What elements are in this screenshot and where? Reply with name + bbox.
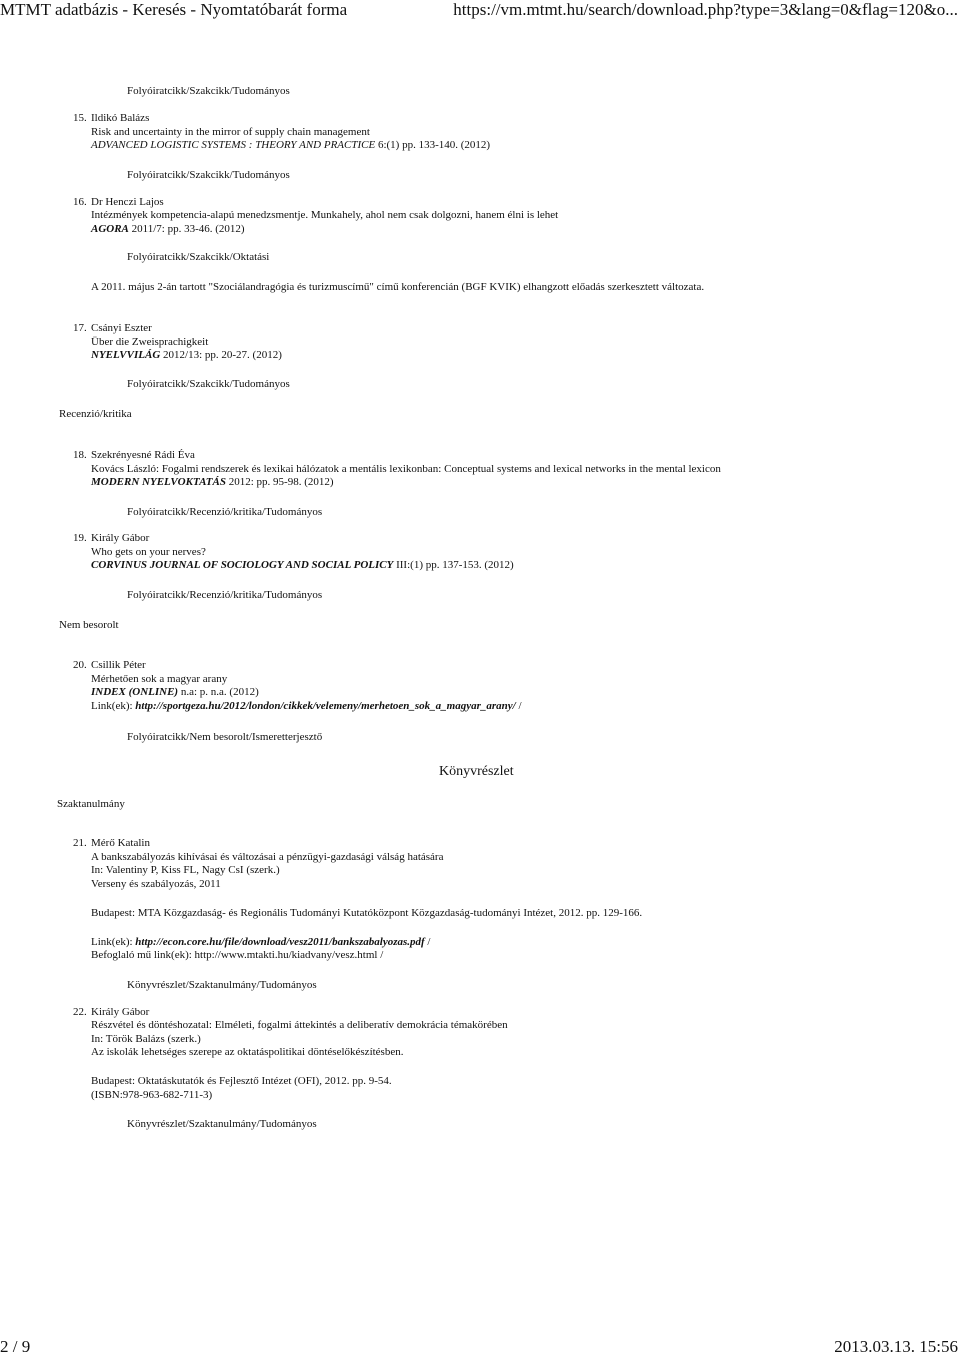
entry-citation: 2011/7: pp. 33-46. (2012) bbox=[128, 223, 245, 235]
entry-source-line bbox=[91, 686, 259, 699]
entry-link-line bbox=[91, 700, 522, 713]
section-heading: Recenzió/kritika bbox=[59, 408, 132, 420]
entry-source-line bbox=[91, 476, 334, 489]
entry-journal: MODERN NYELVOKTATÁS bbox=[91, 476, 226, 488]
print-datetime: 2013.03.13. 15:56 bbox=[834, 1337, 958, 1356]
entry-citation: n.a: p. n.a. (2012) bbox=[178, 686, 259, 698]
entry-number: 22. bbox=[73, 1006, 87, 1018]
entry-category: Folyóiratcikk/Recenzió/kritika/Tudományos bbox=[127, 506, 323, 518]
entry-note: A 2011. május 2-án tartott "Szociálandragógia és turizmuscímű" című konferencián (BGF KVIK) elhangzott előadás szerkesztett változata. bbox=[91, 281, 705, 293]
entry-author: Szekrényesné Rádi Éva bbox=[91, 449, 195, 461]
entry-category: Folyóiratcikk/Szakcikk/Tudományos bbox=[127, 378, 290, 390]
entry-link-line bbox=[91, 936, 430, 949]
entry-category: Folyóiratcikk/Nem besorolt/Ismeretterjesztő bbox=[127, 731, 323, 743]
entry-container-link[interactable]: Befoglaló mű link(ek): http://www.mtakti.hu/kiadvany/vesz.html / bbox=[91, 949, 384, 961]
entry-author: Dr Henczi Lajos bbox=[91, 196, 164, 208]
entry-editors: In: Török Balázs (szerk.) bbox=[91, 1033, 201, 1045]
entry-source-line bbox=[91, 139, 490, 152]
page-counter: 2 / 9 bbox=[0, 1337, 31, 1356]
entry-journal: AGORA bbox=[91, 223, 129, 235]
entry-source-line bbox=[91, 349, 282, 362]
entry-isbn: (ISBN:978-963-682-711-3) bbox=[91, 1089, 213, 1101]
entry-source-line bbox=[91, 223, 245, 236]
link-tail: / bbox=[515, 700, 522, 712]
section-heading-large: Könyvrészlet bbox=[439, 764, 514, 779]
entry-category: Folyóiratcikk/Szakcikk/Tudományos bbox=[127, 85, 290, 97]
page-url: https://vm.mtmt.hu/search/download.php?type=3&lang=0&flag=120&o... bbox=[453, 0, 958, 19]
entry-author: Király Gábor bbox=[91, 1006, 150, 1018]
entry-journal: ADVANCED LOGISTIC SYSTEMS : THEORY AND PRACTICE bbox=[91, 139, 376, 151]
entry-title: Über die Zweisprachigkeit bbox=[91, 336, 209, 348]
entry-title: Kovács László: Fogalmi rendszerek és lexikai hálózatok a mentális lexikonban: Conceptual systems and lexical networks in the mental lexicon bbox=[91, 463, 721, 475]
entry-editors: In: Valentiny P, Kiss FL, Nagy CsI (szerk.) bbox=[91, 864, 280, 876]
entry-category: Könyvrészlet/Szaktanulmány/Tudományos bbox=[127, 979, 317, 991]
entry-title: Risk and uncertainty in the mirror of supply chain management bbox=[91, 126, 370, 138]
entry-number: 20. bbox=[73, 659, 87, 671]
entry-link[interactable]: http://sportgeza.hu/2012/london/cikkek/velemeny/merhetoen_sok_a_magyar_arany/ bbox=[135, 700, 516, 712]
entry-number: 17. bbox=[73, 322, 87, 334]
entry-category: Folyóiratcikk/Szakcikk/Tudományos bbox=[127, 169, 290, 181]
entry-number: 21. bbox=[73, 837, 87, 849]
entry-author: Csányi Eszter bbox=[91, 322, 152, 334]
entry-author: Király Gábor bbox=[91, 532, 150, 544]
entry-title: Who gets on your nerves? bbox=[91, 546, 206, 558]
entry-journal: INDEX (ONLINE) bbox=[91, 686, 179, 698]
entry-title: Részvétel és döntéshozatal: Elméleti, fogalmi áttekintés a deliberatív demokrácia témakörében bbox=[91, 1019, 508, 1031]
entry-number: 15. bbox=[73, 112, 87, 124]
link-label: Link(ek): bbox=[91, 700, 136, 712]
entry-link[interactable]: http://econ.core.hu/file/download/vesz2011/bankszabalyozas.pdf bbox=[135, 936, 425, 948]
entry-citation: III:(1) pp. 137-153. (2012) bbox=[393, 559, 514, 571]
entry-publisher: Budapest: Oktatáskutatók és Fejlesztő Intézet (OFI), 2012. pp. 9-54. bbox=[91, 1075, 392, 1087]
entry-author: Mérő Katalin bbox=[91, 837, 150, 849]
section-heading: Szaktanulmány bbox=[57, 798, 125, 810]
entry-category: Folyóiratcikk/Szakcikk/Oktatási bbox=[127, 251, 270, 263]
entry-title: A bankszabályozás kihívásai és változásai a pénzügyi-gazdasági válság hatására bbox=[91, 851, 444, 863]
section-heading: Nem besorolt bbox=[59, 619, 119, 631]
entry-number: 18. bbox=[73, 449, 87, 461]
entry-number: 16. bbox=[73, 196, 87, 208]
entry-publisher: Budapest: MTA Közgazdaság- és Regionális Tudományi Kutatóközpont Közgazdaság-tudományi Intézet, 2012. pp. 129-166. bbox=[91, 907, 643, 919]
link-label: Link(ek): bbox=[91, 936, 136, 948]
entry-category: Könyvrészlet/Szaktanulmány/Tudományos bbox=[127, 1118, 317, 1130]
entry-book: Verseny és szabályozás, 2011 bbox=[91, 878, 221, 890]
entry-author: Csillik Péter bbox=[91, 659, 146, 671]
entry-author: Ildikó Balázs bbox=[91, 112, 150, 124]
entry-source-line bbox=[91, 559, 514, 572]
entry-citation: 2012: pp. 95-98. (2012) bbox=[225, 476, 334, 488]
entry-citation: 6:(1) pp. 133-140. (2012) bbox=[375, 139, 491, 151]
entry-journal: NYELVVILÁG bbox=[91, 349, 161, 361]
page-title: MTMT adatbázis - Keresés - Nyomtatóbarát forma bbox=[0, 0, 348, 19]
entry-citation: 2012/13: pp. 20-27. (2012) bbox=[160, 349, 282, 361]
entry-title: Mérhetően sok a magyar arany bbox=[91, 673, 228, 685]
entry-title: Intézmények kompetencia-alapú menedzsmentje. Munkahely, ahol nem csak dolgozni, hanem élni is lehet bbox=[91, 209, 559, 221]
link-tail: / bbox=[424, 936, 431, 948]
entry-category: Folyóiratcikk/Recenzió/kritika/Tudományos bbox=[127, 589, 323, 601]
entry-journal: CORVINUS JOURNAL OF SOCIOLOGY AND SOCIAL POLICY bbox=[91, 559, 394, 571]
entry-book: Az iskolák lehetséges szerepe az oktatáspolitikai döntéselőkészítésben. bbox=[91, 1046, 404, 1058]
entry-number: 19. bbox=[73, 532, 87, 544]
